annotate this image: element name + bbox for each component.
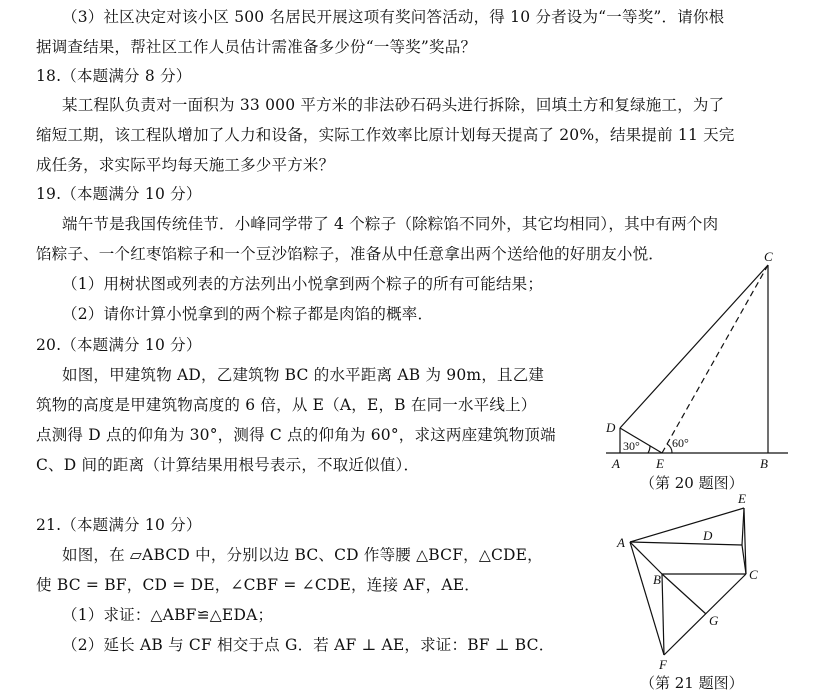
fig20-caption: （第 20 题图） — [640, 474, 744, 492]
fig20-label-a: A — [612, 456, 620, 471]
fig21-segment-bf — [662, 574, 664, 655]
q21-part1: （1）求证：△ABF≌△EDA； — [62, 606, 274, 624]
q21-line2: 使 BC = BF，CD = DE，∠CBF = ∠CDE，连接 AF，AE． — [36, 576, 480, 594]
fig20-label-e: E — [656, 456, 664, 471]
fig20-angle-label-30: 30° — [623, 439, 640, 453]
fig21-label-d: D — [703, 528, 713, 543]
q19-line1: 端午节是我国传统佳节．小峰同学带了 4 个粽子（除粽馅不同外，其它均相同），其中有两个肉 — [62, 215, 719, 233]
fig21-label-e: E — [738, 491, 746, 506]
q19-line2: 馅粽子、一个红枣馅粽子和一个豆沙馅粽子，准备从中任意拿出两个送给他的好朋友小悦． — [36, 245, 665, 263]
fig21-segment-ad — [630, 542, 742, 545]
q18-line2: 缩短工期，该工程队增加了人力和设备，实际工作效率比原计划每天提高了 20%，结果提前 11 天完 — [36, 126, 735, 144]
fig20-label-d: D — [606, 420, 616, 435]
q18-line1: 某工程队负责对一面积为 33 000 平方米的非法砂石码头进行拆除，回填土方和复绿施工，为了 — [62, 96, 725, 114]
fig21-caption: （第 21 题图） — [640, 674, 744, 692]
fig21-label-f: F — [659, 657, 667, 672]
fig21-segment-cf — [664, 574, 746, 655]
q21-part2: （2）延长 AB 与 CF 相交于点 G．若 AF ⊥ AE，求证：BF ⊥ BC． — [62, 636, 555, 654]
fig21-label-c: C — [749, 567, 758, 582]
fig20-segment-ec — [662, 265, 768, 453]
q19-part2: （2）请你计算小悦拿到的两个粽子都是肉馅的概率． — [62, 305, 434, 323]
fig21-label-b: B — [653, 572, 661, 587]
q19-header: 19.（本题满分 10 分） — [36, 185, 202, 203]
q18-header: 18.（本题满分 8 分） — [36, 67, 192, 85]
q17-part3-line1: （3）社区决定对该小区 500 名居民开展这项有奖问答活动，得 10 分者设为“一等奖”．请你根 — [62, 8, 725, 26]
q20-line1: 如图，甲建筑物 AD，乙建筑物 BC 的水平距离 AB 为 90m，且乙建 — [62, 366, 545, 384]
q18-line3: 成任务，求实际平均每天施工多少平方米？ — [36, 156, 335, 174]
fig20-segment-cd — [620, 265, 768, 428]
fig21-label-g: G — [709, 613, 719, 628]
fig20-angle-label-60: 60° — [672, 436, 689, 450]
fig21-label-a: A — [617, 535, 625, 550]
q21-line1: 如图，在 ▱ABCD 中，分别以边 BC、CD 作等腰 △BCF，△CDE， — [62, 546, 543, 564]
fig21-segment-ae — [630, 508, 744, 542]
q17-part3-line2: 据调查结果，帮社区工作人员估计需准备多少份“一等奖”奖品？ — [36, 38, 477, 56]
fig20-label-c: C — [764, 249, 773, 264]
q19-part1: （1）用树状图或列表的方法列出小悦拿到两个粽子的所有可能结果； — [62, 275, 544, 293]
q20-line3: 点测得 D 点的仰角为 30°，测得 C 点的仰角为 60°，求这两座建筑物顶端 — [36, 426, 556, 444]
fig20-label-b: B — [760, 456, 768, 471]
fig20-angle-arc-30 — [648, 446, 650, 453]
q20-header: 20.（本题满分 10 分） — [36, 336, 202, 354]
q20-line4: C、D 间的距离（计算结果用根号表示，不取近似值）． — [36, 456, 420, 474]
q21-header: 21.（本题满分 10 分） — [36, 516, 202, 534]
q20-line2: 筑物的高度是甲建筑物高度的 6 倍，从 E（A，E，B 在同一水平线上） — [36, 396, 537, 414]
fig21-segment-bg — [662, 574, 706, 614]
